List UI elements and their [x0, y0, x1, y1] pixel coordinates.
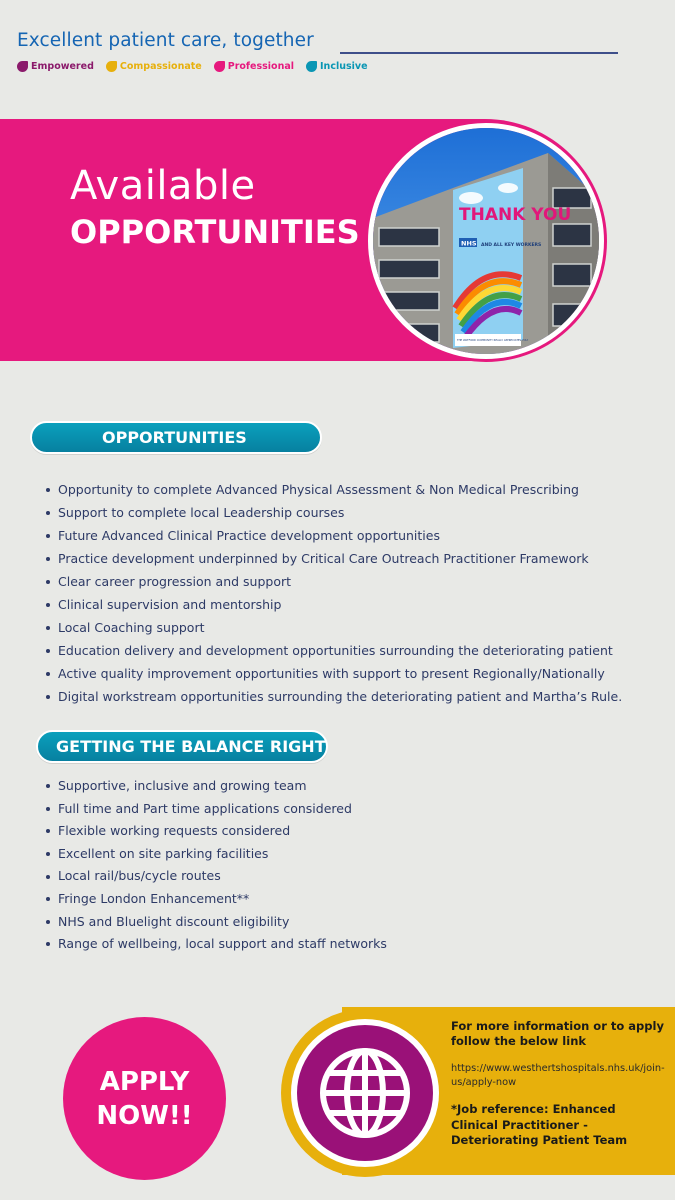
list-item: Active quality improvement opportunities with support to present Regionally/Nationally: [44, 662, 622, 685]
values-row: [17, 61, 368, 72]
value-label: Professional: [227, 61, 295, 72]
header-rule: [340, 52, 618, 54]
list-item: Practice development underpinned by Critical Care Outreach Practitioner Framework: [44, 547, 622, 570]
value-label: Compassionate: [119, 61, 202, 72]
hospital-building-illustration: [373, 128, 599, 354]
apply-now-badge: [63, 1017, 226, 1180]
banner-footer-text: THE WATFORD COMMUNITY REALLY APPRECIATES YOU!: [457, 339, 529, 342]
list-item: Opportunity to complete Advanced Physical Assessment & Non Medical Prescribing: [44, 478, 622, 501]
list-item: Local Coaching support: [44, 616, 622, 639]
value-empowered: [17, 61, 94, 72]
list-item: Future Advanced Clinical Practice development opportunities: [44, 524, 622, 547]
banner-side-text: AND ALL KEY WORKERS: [481, 243, 542, 248]
list-item: Education delivery and development opportunities surrounding the deteriorating patient: [44, 639, 622, 662]
hero-title-line1: Available: [70, 163, 256, 209]
list-item: Support to complete local Leadership courses: [44, 501, 622, 524]
leaf-icon: [214, 61, 225, 72]
leaf-icon: [106, 61, 117, 72]
list-item: Digital workstream opportunities surrounding the deteriorating patient and Martha’s Rule.: [44, 685, 622, 708]
banner-thank-text: THANK YOU: [459, 205, 572, 225]
opportunities-heading: OPPORTUNITIES: [30, 421, 322, 454]
list-item: Flexible working requests considered: [44, 820, 387, 843]
leaf-icon: [306, 61, 317, 72]
job-reference: *Job reference: Enhanced Clinical Practitioner - Deteriorating Patient Team: [451, 1102, 628, 1147]
apply-line2: NOW!!: [96, 1100, 193, 1131]
balance-heading: GETTING THE BALANCE RIGHT: [36, 730, 328, 763]
list-item: NHS and Bluelight discount eligibility: [44, 911, 387, 934]
list-item: Full time and Part time applications considered: [44, 798, 387, 821]
tagline: Excellent patient care, together: [17, 30, 314, 51]
hero-photo: [368, 123, 604, 359]
list-item: Clinical supervision and mentorship: [44, 593, 622, 616]
value-label: Empowered: [31, 61, 94, 72]
apply-link[interactable]: https://www.westhertshospitals.nhs.uk/join-us/apply-now: [451, 1063, 665, 1088]
opportunities-list: [44, 478, 622, 708]
globe-icon: [317, 1045, 413, 1141]
apply-line1: APPLY: [99, 1066, 190, 1097]
nhs-logo-text: NHS: [461, 239, 477, 248]
leaf-icon: [17, 61, 28, 72]
value-inclusive: [306, 61, 368, 72]
globe-badge: [297, 1025, 433, 1161]
balance-list: [44, 775, 387, 956]
value-label: Inclusive: [320, 61, 368, 72]
value-compassionate: [106, 61, 202, 72]
list-item: Excellent on site parking facilities: [44, 843, 387, 866]
value-professional: [214, 61, 294, 72]
list-item: Fringe London Enhancement**: [44, 888, 387, 911]
list-item: Local rail/bus/cycle routes: [44, 865, 387, 888]
hero-title-line2: OPPORTUNITIES: [70, 213, 360, 251]
list-item: Range of wellbeing, local support and staff networks: [44, 933, 387, 956]
list-item: Clear career progression and support: [44, 570, 622, 593]
info-heading: For more information or to apply follow the below link: [451, 1019, 664, 1048]
info-text: [451, 1019, 666, 1149]
list-item: Supportive, inclusive and growing team: [44, 775, 387, 798]
